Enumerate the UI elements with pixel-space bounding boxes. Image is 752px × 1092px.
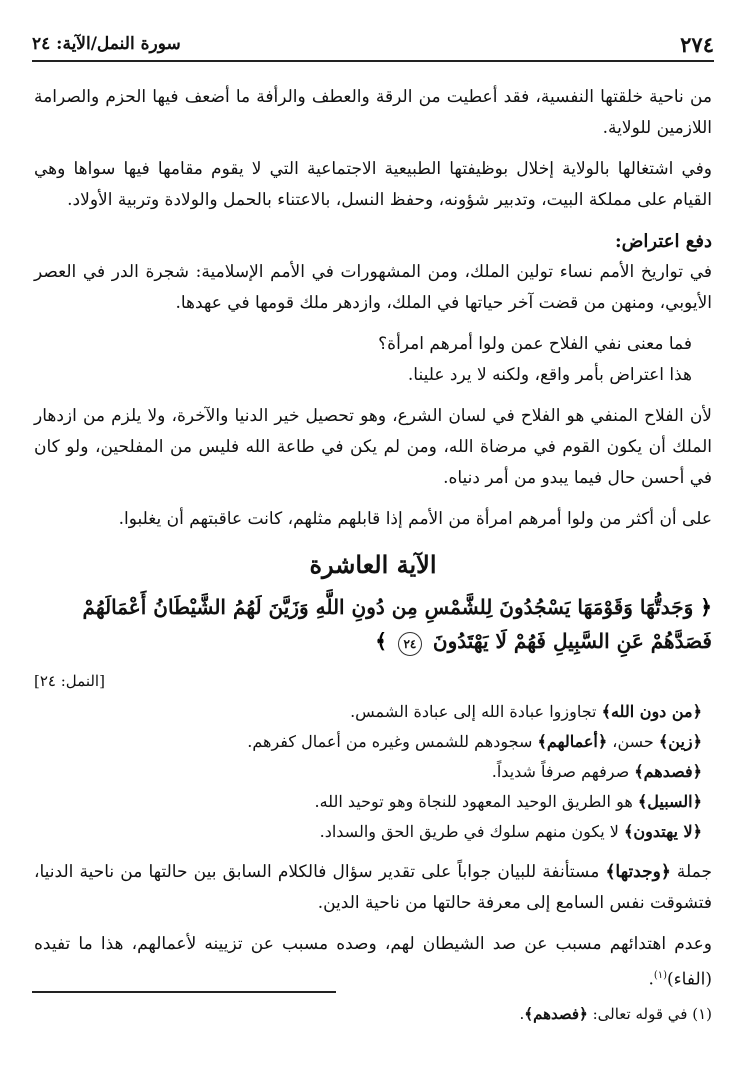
glossary-gloss: هو الطريق الوحيد المعهود للنجاة وهو توحيد الله. [314, 792, 638, 811]
paragraph: على أن أكثر من ولوا أمرهم امرأة من الأمم إذا قابلهم مثلهم، كانت عاقبتهم أن يغلبوا. [118, 509, 712, 529]
running-title: سورة النمل/الآية: ٢٤ [32, 34, 181, 54]
glossary-term: ﴿السبيل﴾ [637, 792, 702, 811]
paragraph-prefix: جملة [670, 862, 712, 882]
page-header [32, 30, 714, 62]
paragraph [34, 929, 712, 996]
paragraph-rest: مستأنفة للبيان جواباً على تقدير سؤال فالكلام السابق بين حالتها من ناحية الدنيا، فتشوقت نفس السامع إلى معرفة حالتها من ناحية الدين. [34, 862, 712, 913]
paragraph-text: وعدم اهتدائهم مسبب عن صد الشيطان لهم، وصده مسبب عن تزيينه لأعمالهم، هذا ما تفيده (الفاء) [34, 934, 712, 990]
section-heading: الآية العاشرة [309, 550, 437, 579]
footnote-marker[interactable]: (١) [653, 970, 668, 981]
paragraph: لأن الفلاح المنفي هو الفلاح في لسان الشرع، وهو تحصيل خير الدنيا والآخرة، ولا يلزم من ازدهار الملك أن يكون القوم في مرضاة الله، ومن لم يكن في طاعة الله فليس من المفلحين، ولو كان في أحسن حال فيما يبدو من أمر دنياه. [34, 406, 712, 488]
glossary-term: ﴿لا يهتدون﴾ [624, 822, 702, 841]
glossary-gloss: تجاوزوا عبادة الله إلى عبادة الشمس. [350, 702, 602, 721]
glossary-item [34, 787, 702, 817]
paragraph-end: . [648, 969, 654, 990]
glossary [34, 697, 702, 847]
paragraph: وفي اشتغالها بالولاية إخلال بوظيفتها الطبيعية الاجتماعية التي لا يقوم مقامها فيها سواها وهي القيام على مملكة البيت، وتدبير شؤونه، وحفظ النسل، بالاعتناء بالحمل والولادة وتربية الأولاد. [34, 159, 713, 210]
paragraph [34, 857, 712, 919]
paragraph: في تواريخ الأمم نساء تولين الملك، ومن المشهورات في الأمم الإسلامية: شجرة الدر في العصر الأيوبي، ومنهن من قضت آخر حياتها في الملك، وازدهر ملك قومها في عهدها. [34, 262, 712, 313]
body-text [34, 82, 712, 996]
verse-open-bracket: ﴿ [700, 595, 712, 619]
glossary-term: ﴿أعمالهم﴾ [537, 732, 608, 751]
glossary-gloss: حسن، [607, 732, 659, 751]
glossary-item [34, 817, 702, 847]
glossary-item [34, 697, 702, 727]
glossary-term: ﴿فصدهم﴾ [634, 762, 702, 781]
verse-close-bracket: ﴾ [375, 629, 387, 653]
glossary-item [34, 727, 702, 757]
footnote [34, 1000, 712, 1028]
glossary-term: ﴿زين﴾ [658, 732, 702, 751]
paragraph: هذا اعتراض بأمر واقع، ولكنه لا يرد علينا. [407, 365, 692, 385]
verse-number-badge: ٢٤ [398, 632, 422, 656]
glossary-item [34, 757, 702, 787]
verse-reference: [النمل: ٢٤] [34, 672, 105, 690]
page-number: ٢٧٤ [680, 32, 714, 57]
footnote-term: ﴿فصدهم﴾ [524, 1005, 588, 1023]
paragraph: فما معنى نفي الفلاح عمن ولوا أمرهم امرأة؟ [378, 334, 692, 354]
glossary-gloss: لا يكون منهم سلوك في طريق الحق والسداد. [319, 822, 625, 841]
glossary-gloss: سجودهم للشمس وغيره من أعمال كفرهم. [247, 732, 538, 751]
footnote-divider [32, 991, 336, 993]
quoted-term: ﴿وجدتها﴾ [605, 862, 671, 882]
verse-text: وَجَدتُّهَا وَقَوْمَهَا يَسْجُدُونَ لِلشَّمْسِ مِن دُونِ اللَّهِ وَزَيَّنَ لَهُمُ الشَّيْطَانُ أَعْمَالَهُمْ فَصَدَّهُمْ عَنِ السَّبِيلِ فَهُمْ لَا يَهْتَدُونَ [82, 595, 712, 653]
glossary-term: ﴿من دون الله﴾ [601, 702, 702, 721]
subheading-objection: دفع اعتراض: [615, 231, 712, 252]
quran-verse [34, 590, 712, 658]
footnote-end: . [519, 1005, 525, 1023]
paragraph: من ناحية خلقتها النفسية، فقد أعطيت من الرقة والعطف والرأفة ما أضعف فيها الحزم والصرامة اللازمين للولاية. [34, 87, 712, 138]
footnote-label: (١) في قوله تعالى: [587, 1005, 712, 1023]
glossary-gloss: صرفهم صرفاً شديداً. [491, 762, 635, 781]
